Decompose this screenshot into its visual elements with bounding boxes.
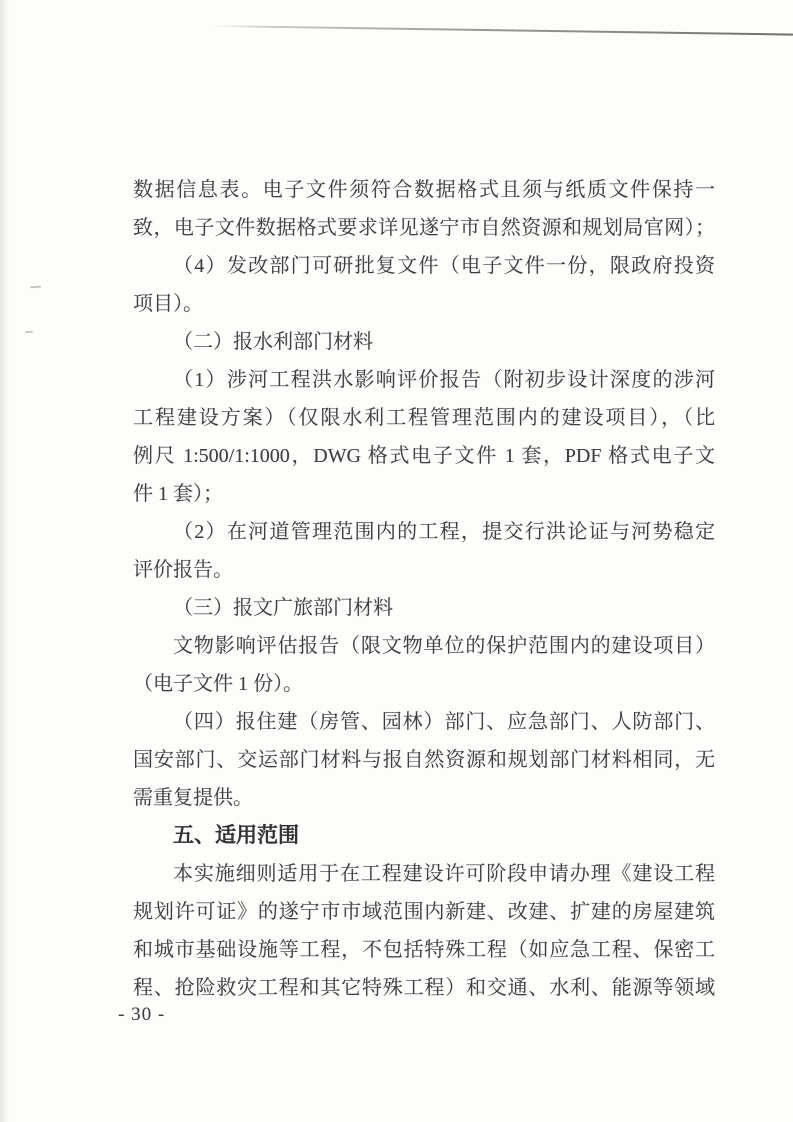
text-line: （三）报文广旅部门材料 bbox=[173, 597, 393, 619]
scan-speck bbox=[30, 286, 41, 289]
page-number: - 30 - bbox=[118, 1004, 166, 1025]
text-line: 项目）。 bbox=[133, 293, 203, 315]
scan-artifact-line bbox=[212, 25, 793, 36]
section-heading: 五、适用范围 bbox=[173, 824, 299, 847]
text-line: 程、抢险救灾工程和其它特殊工程）和交通、水利、能源等领域 bbox=[133, 977, 715, 999]
scan-speck bbox=[25, 331, 33, 334]
text-line: 本实施细则适用于在工程建设许可阶段申请办理《建设工程 bbox=[173, 863, 715, 885]
text-line: （二）报水利部门材料 bbox=[173, 331, 373, 353]
text-line: 国安部门、交运部门材料与报自然资源和规划部门材料相同，无 bbox=[133, 749, 715, 771]
text-line: 文物影响评估报告（限文物单位的保护范围内的建设项目） bbox=[173, 635, 715, 657]
text-line: （电子文件 1 份）。 bbox=[133, 673, 303, 695]
text-line: 例尺 1:500/1:1000，DWG 格式电子文件 1 套，PDF 格式电子文 bbox=[133, 445, 715, 467]
text-line: 数据信息表。电子文件须符合数据格式且须与纸质文件保持一 bbox=[133, 179, 715, 201]
text-line: （4）发改部门可研批复文件（电子文件一份，限政府投资 bbox=[173, 255, 715, 277]
document-body bbox=[133, 171, 715, 1007]
text-line: 件 1 套）； bbox=[133, 483, 223, 505]
text-line: （四）报住建（房管、园林）部门、应急部门、人防部门、 bbox=[173, 711, 715, 733]
text-line: 需重复提供。 bbox=[133, 787, 253, 809]
scan-edge-shadow bbox=[0, 0, 9, 1122]
text-line: 致，电子文件数据格式要求详见遂宁市自然资源和规划局官网）； bbox=[133, 217, 715, 239]
text-line: （1）涉河工程洪水影响评价报告（附初步设计深度的涉河 bbox=[173, 369, 715, 391]
text-line: 工程建设方案）（仅限水利工程管理范围内的建设项目），（比 bbox=[133, 407, 715, 429]
text-line: 评价报告。 bbox=[133, 559, 233, 581]
text-line: 和城市基础设施等工程，不包括特殊工程（如应急工程、保密工 bbox=[133, 939, 715, 961]
text-line: 规划许可证》的遂宁市市域范围内新建、改建、扩建的房屋建筑 bbox=[133, 901, 715, 923]
text-line: （2）在河道管理范围内的工程，提交行洪论证与河势稳定 bbox=[173, 521, 715, 543]
